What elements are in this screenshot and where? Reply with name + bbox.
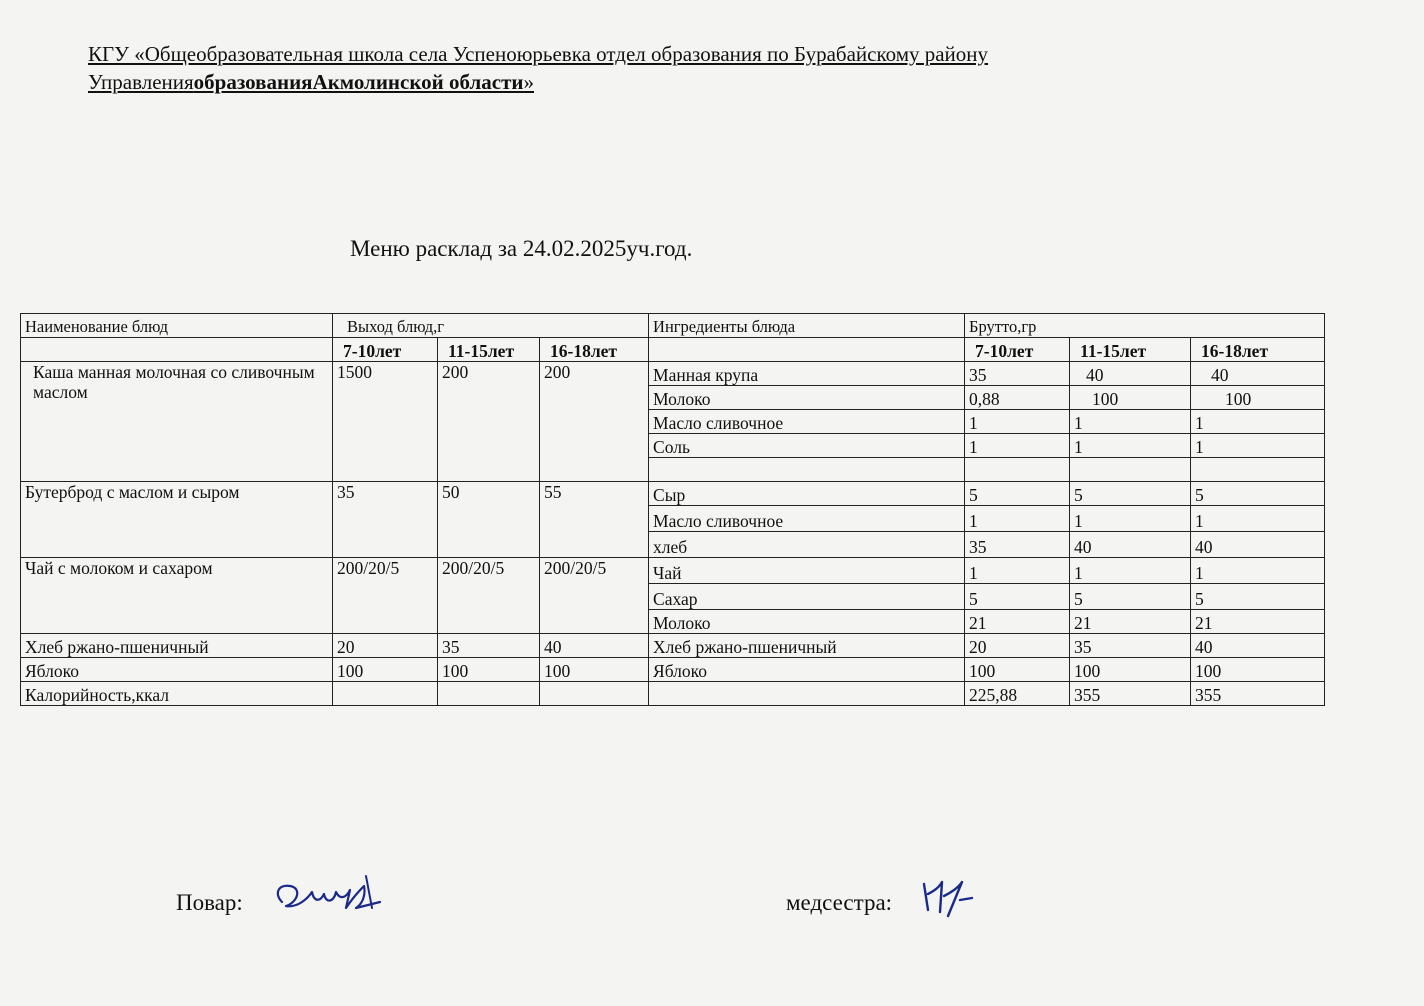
- cook-signature: [268, 868, 388, 920]
- calories-value: 225,88: [965, 682, 1070, 706]
- calories-value: 355: [1070, 682, 1191, 706]
- age-output-0: 7-10лет: [333, 338, 438, 362]
- table-row: [21, 634, 1325, 658]
- document-title: Меню расклад за 24.02.2025уч.год.: [350, 236, 693, 261]
- ingredient-gross: 5: [1191, 482, 1325, 506]
- ingredient-name: Молоко: [649, 610, 965, 634]
- ingredient-gross: 100: [1191, 386, 1325, 410]
- ingredient-gross: 5: [1191, 584, 1325, 610]
- ingredient-name: Хлеб ржано-пшеничный: [649, 634, 965, 658]
- dish-output: 20: [333, 634, 438, 658]
- dish-output: 200: [540, 362, 649, 482]
- ingredient-gross: 5: [1070, 584, 1191, 610]
- dish-name: Яблоко: [21, 658, 333, 682]
- dish-output: 40: [540, 634, 649, 658]
- ingredient-gross: 21: [965, 610, 1070, 634]
- header-line-2: УправленияобразованияАкмолинской области»: [88, 70, 535, 94]
- ingredient-name: Манная крупа: [649, 362, 965, 386]
- nurse-signature: [918, 876, 974, 920]
- ingredient-gross: 1: [965, 434, 1070, 458]
- table-row: [21, 658, 1325, 682]
- ingredient-gross: 1: [1191, 434, 1325, 458]
- ingredient-gross: 21: [1191, 610, 1325, 634]
- ingredient-gross: 40: [1070, 362, 1191, 386]
- dish-name: Чай с молоком и сахаром: [21, 558, 333, 634]
- dish-output: 200/20/5: [438, 558, 540, 634]
- nurse-label: медсестра:: [786, 890, 893, 915]
- ingredient-gross: 40: [1191, 634, 1325, 658]
- ingredient-gross: 1: [1070, 434, 1191, 458]
- dish-output: 50: [438, 482, 540, 558]
- age-gross-1: 11-15лет: [1070, 338, 1191, 362]
- ingredient-gross: 40: [1191, 532, 1325, 558]
- ingredient-name: Яблоко: [649, 658, 965, 682]
- dish-name: Бутерброд с маслом и сыром: [21, 482, 333, 558]
- calories-value: 355: [1191, 682, 1325, 706]
- menu-table: [20, 313, 1325, 706]
- dish-output: 1500: [333, 362, 438, 482]
- ingredient-gross: 21: [1070, 610, 1191, 634]
- ingredient-gross: 1: [1191, 506, 1325, 532]
- ingredient-name: Масло сливочное: [649, 506, 965, 532]
- age-gross-2: 16-18лет: [1191, 338, 1325, 362]
- ingredient-gross: 100: [1191, 658, 1325, 682]
- ingredient-name: хлеб: [649, 532, 965, 558]
- dish-output: 35: [438, 634, 540, 658]
- ingredient-gross: 5: [965, 584, 1070, 610]
- ingredient-gross: 1: [1070, 558, 1191, 584]
- ingredient-gross: 35: [1070, 634, 1191, 658]
- dish-output: 100: [540, 658, 649, 682]
- ingredient-gross: 100: [965, 658, 1070, 682]
- ingredient-gross: 20: [965, 634, 1070, 658]
- ingredient-name: Молоко: [649, 386, 965, 410]
- ingredient-name: Соль: [649, 434, 965, 458]
- ingredient-name: Масло сливочное: [649, 410, 965, 434]
- ingredient-gross: 0,88: [965, 386, 1070, 410]
- ingredient-gross: 1: [1070, 506, 1191, 532]
- dish-output: 35: [333, 482, 438, 558]
- ingredient-gross: 1: [1191, 410, 1325, 434]
- dish-output: 200/20/5: [540, 558, 649, 634]
- table-row: [21, 558, 1325, 584]
- age-row: [21, 338, 1325, 362]
- age-output-1: 11-15лет: [438, 338, 540, 362]
- ingredient-gross: 5: [965, 482, 1070, 506]
- document-header: [88, 40, 988, 96]
- dish-output: 100: [438, 658, 540, 682]
- header-gross: Брутто,гр: [965, 314, 1325, 338]
- ingredient-gross: 35: [965, 532, 1070, 558]
- ingredient-gross: 35: [965, 362, 1070, 386]
- ingredient-gross: 1: [965, 410, 1070, 434]
- ingredient-gross: 40: [1191, 362, 1325, 386]
- table-row: [21, 362, 1325, 386]
- header-output: Выход блюд,г: [333, 314, 649, 338]
- ingredient-gross: 1: [1191, 558, 1325, 584]
- header-ingredients: Ингредиенты блюда: [649, 314, 965, 338]
- ingredient-gross: 1: [965, 506, 1070, 532]
- ingredient-name: Сыр: [649, 482, 965, 506]
- cook-label: Повар:: [176, 890, 243, 915]
- ingredient-name: Сахар: [649, 584, 965, 610]
- ingredient-gross: 1: [1070, 410, 1191, 434]
- header-dish: Наименование блюд: [21, 314, 333, 338]
- dish-name: Каша манная молочная со сливочным маслом: [21, 362, 333, 482]
- calories-label: Калорийность,ккал: [21, 682, 333, 706]
- dish-output: 55: [540, 482, 649, 558]
- header-line-1: КГУ «Общеобразовательная школа села Успеноюрьевка отдел образования по Бурабайскому району: [88, 42, 989, 66]
- header-row: [21, 314, 1325, 338]
- age-gross-0: 7-10лет: [965, 338, 1070, 362]
- calories-row: [21, 682, 1325, 706]
- ingredient-name: Чай: [649, 558, 965, 584]
- ingredient-gross: 1: [965, 558, 1070, 584]
- dish-name: Хлеб ржано-пшеничный: [21, 634, 333, 658]
- table-row: [21, 482, 1325, 506]
- dish-output: 100: [333, 658, 438, 682]
- ingredient-gross: 40: [1070, 532, 1191, 558]
- age-output-2: 16-18лет: [540, 338, 649, 362]
- ingredient-gross: 5: [1070, 482, 1191, 506]
- dish-output: 200/20/5: [333, 558, 438, 634]
- ingredient-gross: 100: [1070, 386, 1191, 410]
- ingredient-gross: 100: [1070, 658, 1191, 682]
- dish-output: 200: [438, 362, 540, 482]
